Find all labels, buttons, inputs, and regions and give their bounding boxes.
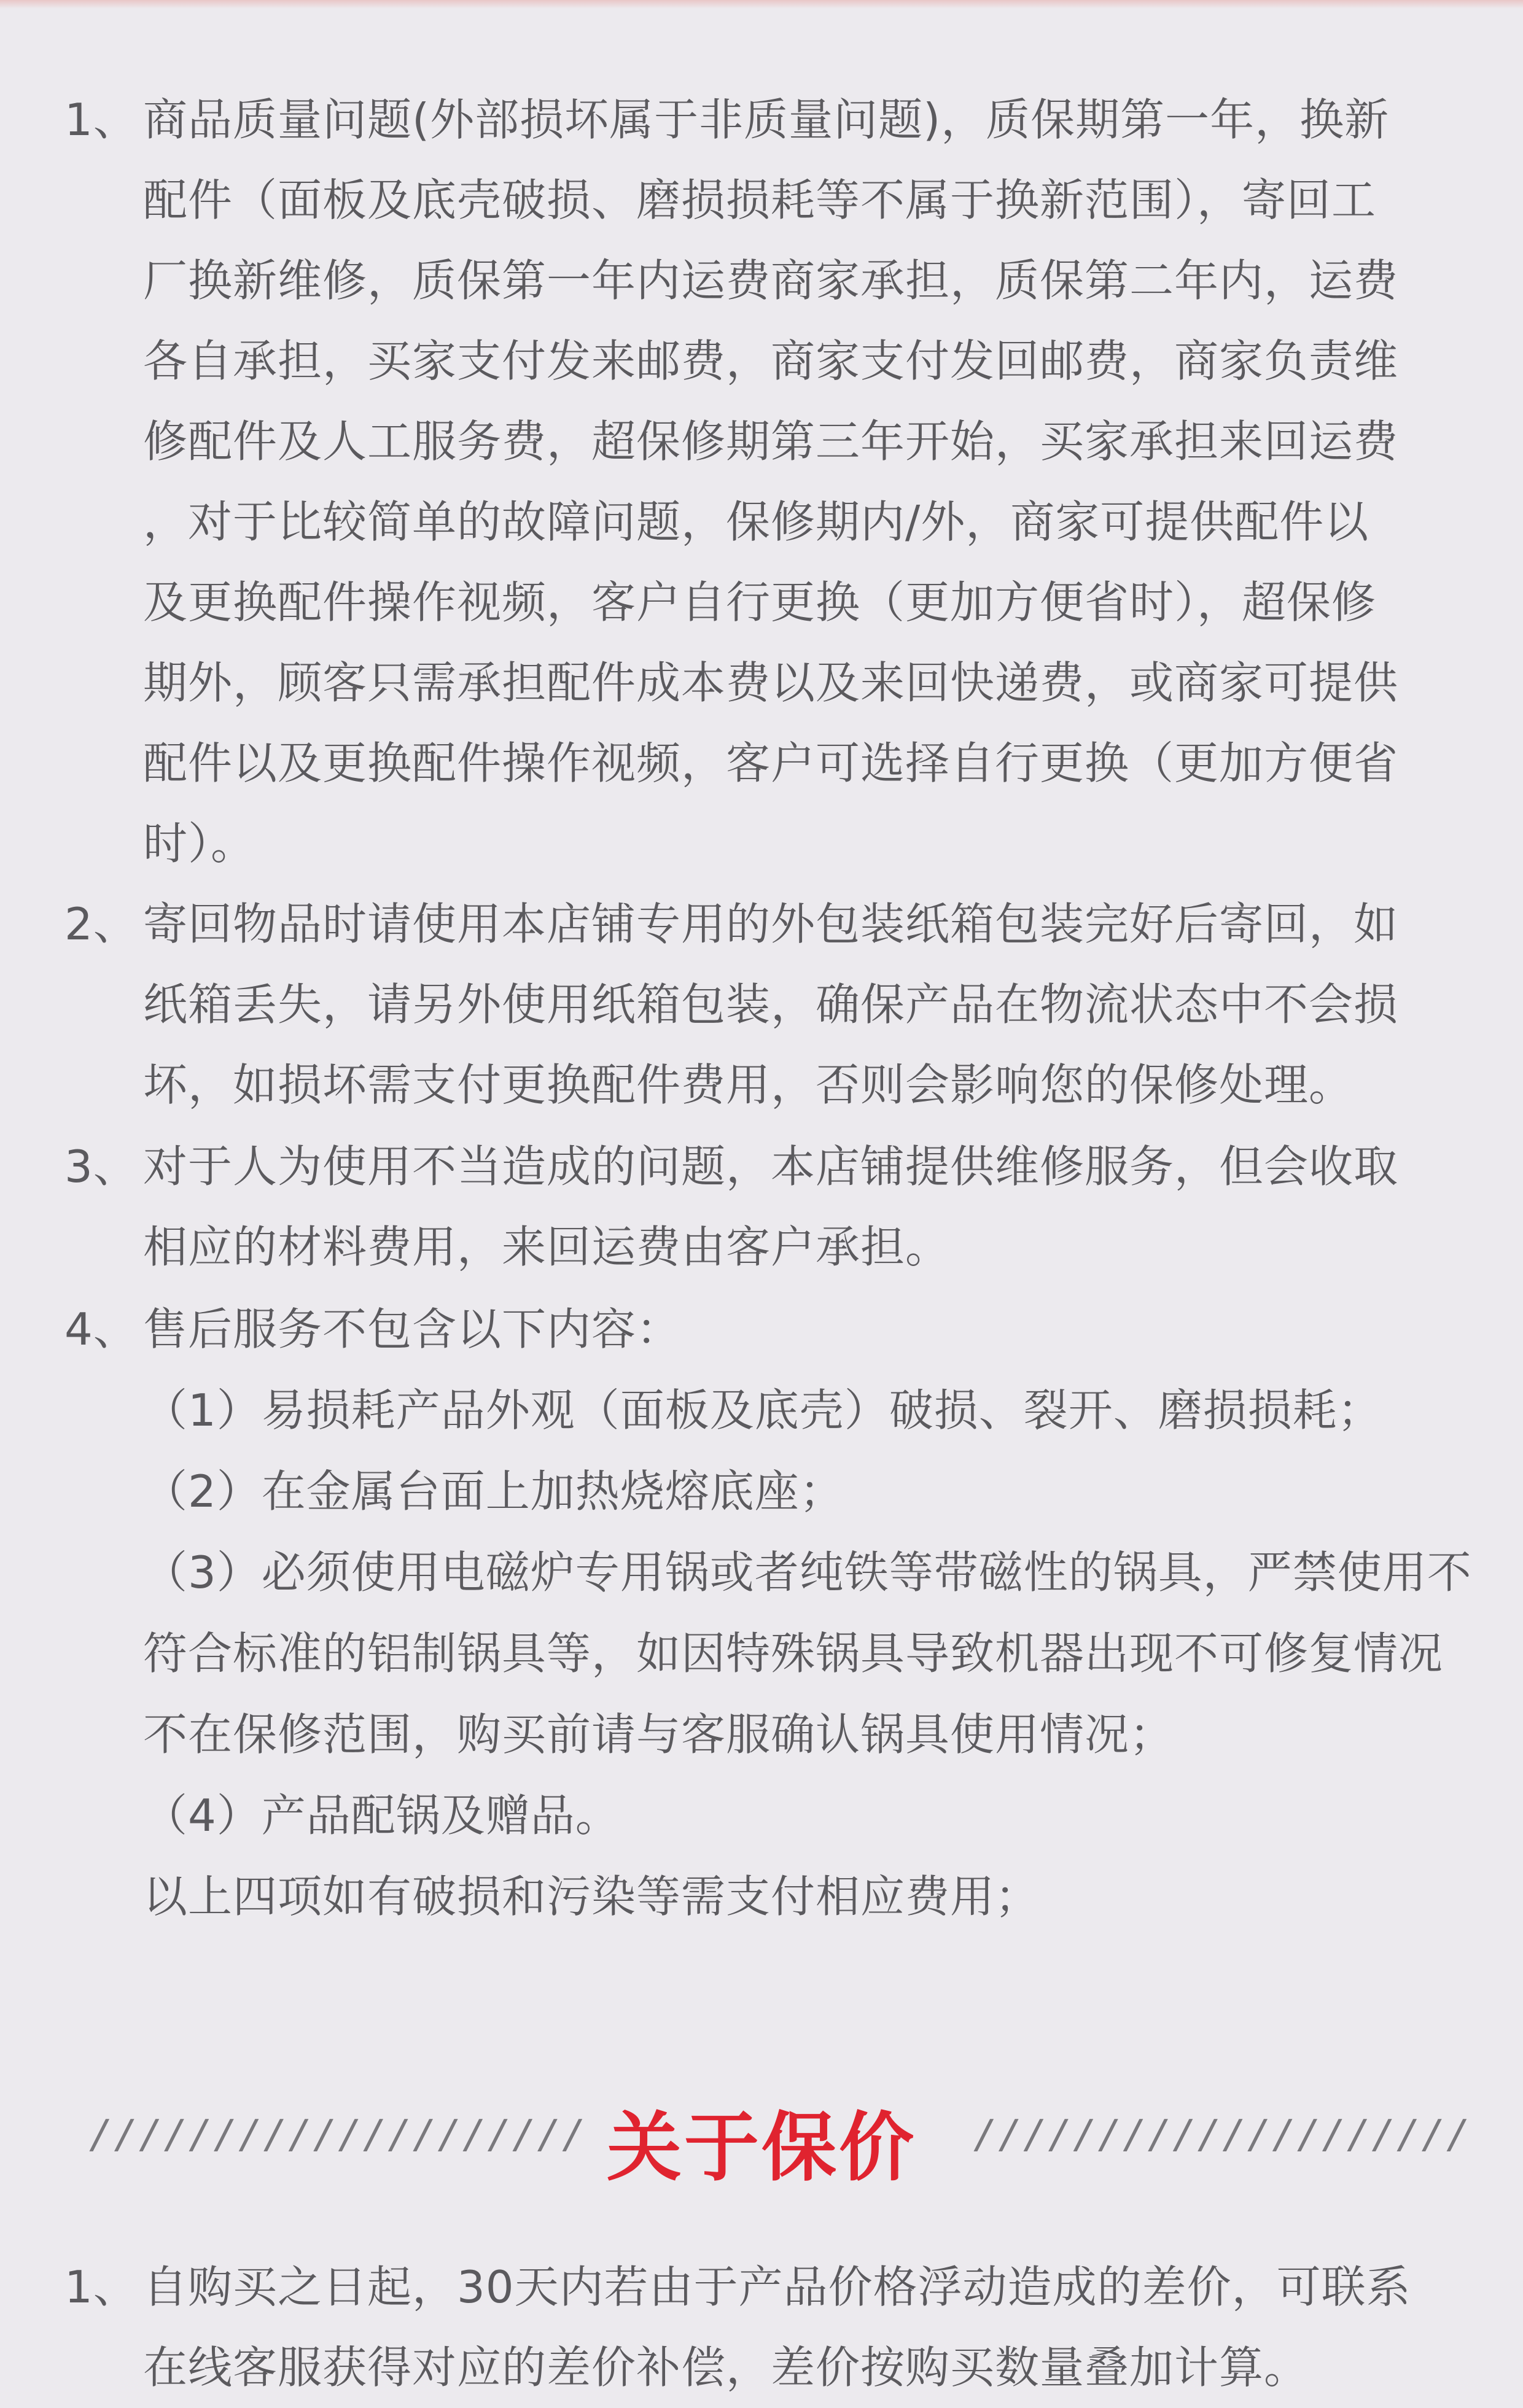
term-number: 3、 <box>64 1141 138 1192</box>
term-line: 坏，如损坏需支付更换配件费用，否则会影响您的保修处理。 <box>143 1059 1354 1111</box>
term-line: 售后服务不包含以下内容： <box>143 1303 682 1355</box>
price-item-1 <box>64 2247 1459 2408</box>
term-line: 对于人为使用不当造成的问题，本店铺提供维修服务，但会收取 <box>143 1141 1399 1192</box>
exclusion-note: 以上四项如有破损和污染等需支付相应费用； <box>143 1871 1040 1922</box>
term-line: 各自承担，买家支付发来邮费，商家支付发回邮费，商家负责维 <box>143 335 1399 387</box>
term-body <box>64 1289 1459 1370</box>
term-number: 4、 <box>64 1303 138 1355</box>
term-line: 相应的材料费用，来回运费由客户承担。 <box>143 1221 951 1273</box>
exclusion-line: （1）易损耗产品外观（面板及底壳）破损、裂开、磨损损耗； <box>143 1385 1382 1436</box>
term-number: 1、 <box>64 94 138 146</box>
exclusion-line: 不在保修范围，购买前请与客服确认锅具使用情况； <box>143 1709 1175 1760</box>
term-line: 自购买之日起，30天内若由于产品价格浮动造成的差价，可联系 <box>143 2261 1411 2313</box>
term-line: 及更换配件操作视频，客户自行更换（更加方便省时），超保修 <box>143 577 1377 628</box>
section-heading: 关于保价 <box>607 2104 916 2191</box>
term-body <box>64 2247 1459 2408</box>
term-line: 配件（面板及底壳破损、磨损损耗等不属于换新范围），寄回工 <box>143 174 1377 226</box>
term-line: 寄回物品时请使用本店铺专用的外包装纸箱包装完好后寄回，如 <box>143 898 1399 950</box>
exclusion-line: （4）产品配锅及赠品。 <box>143 1790 620 1841</box>
term-line: 期外，顾客只需承担配件成本费以及来回快递费，或商家可提供 <box>143 657 1399 709</box>
term-item-3 <box>64 1127 1459 1288</box>
term-body <box>64 884 1459 1125</box>
price-protection-header <box>0 2051 1523 2216</box>
decorative-slashes-right: //////////////////// <box>973 2112 1471 2157</box>
term-body <box>64 80 1459 884</box>
term-line: 修配件及人工服务费，超保修期第三年开始，买家承担来回运费 <box>143 416 1399 467</box>
exclusion-line: （3）必须使用电磁炉专用锅或者纯铁等带磁性的锅具，严禁使用不 <box>143 1547 1472 1598</box>
term-item-1 <box>64 80 1459 884</box>
term-line: 配件以及更换配件操作视频，客户可选择自行更换（更加方便省 <box>143 737 1399 789</box>
exclusion-line: 符合标准的铝制锅具等，如因特殊锅具导致机器出现不可修复情况 <box>143 1628 1444 1679</box>
term-line: 商品质量问题(外部损坏属于非质量问题)，质保期第一年，换新 <box>143 94 1390 146</box>
top-edge-fade <box>0 0 1523 9</box>
decorative-slashes-left: //////////////////// <box>89 2112 587 2157</box>
term-item-2 <box>64 884 1459 1125</box>
term-number: 1、 <box>64 2261 138 2313</box>
term-line: 厂换新维修，质保第一年内运费商家承担，质保第二年内，运费 <box>143 255 1399 306</box>
term-number: 2、 <box>64 898 138 950</box>
term-item-4 <box>64 1289 1459 1370</box>
term-body <box>64 1127 1459 1288</box>
term-line: 时）。 <box>143 818 256 869</box>
term-line: 纸箱丢失，请另外使用纸箱包装，确保产品在物流状态中不会损 <box>143 979 1399 1030</box>
term-line: 在线客服获得对应的差价补偿，差价按购买数量叠加计算。 <box>143 2342 1309 2393</box>
exclusion-line: （2）在金属台面上加热烧熔底座； <box>143 1466 844 1517</box>
term-line: ，对于比较简单的故障问题，保修期内/外，商家可提供配件以 <box>143 496 1369 548</box>
